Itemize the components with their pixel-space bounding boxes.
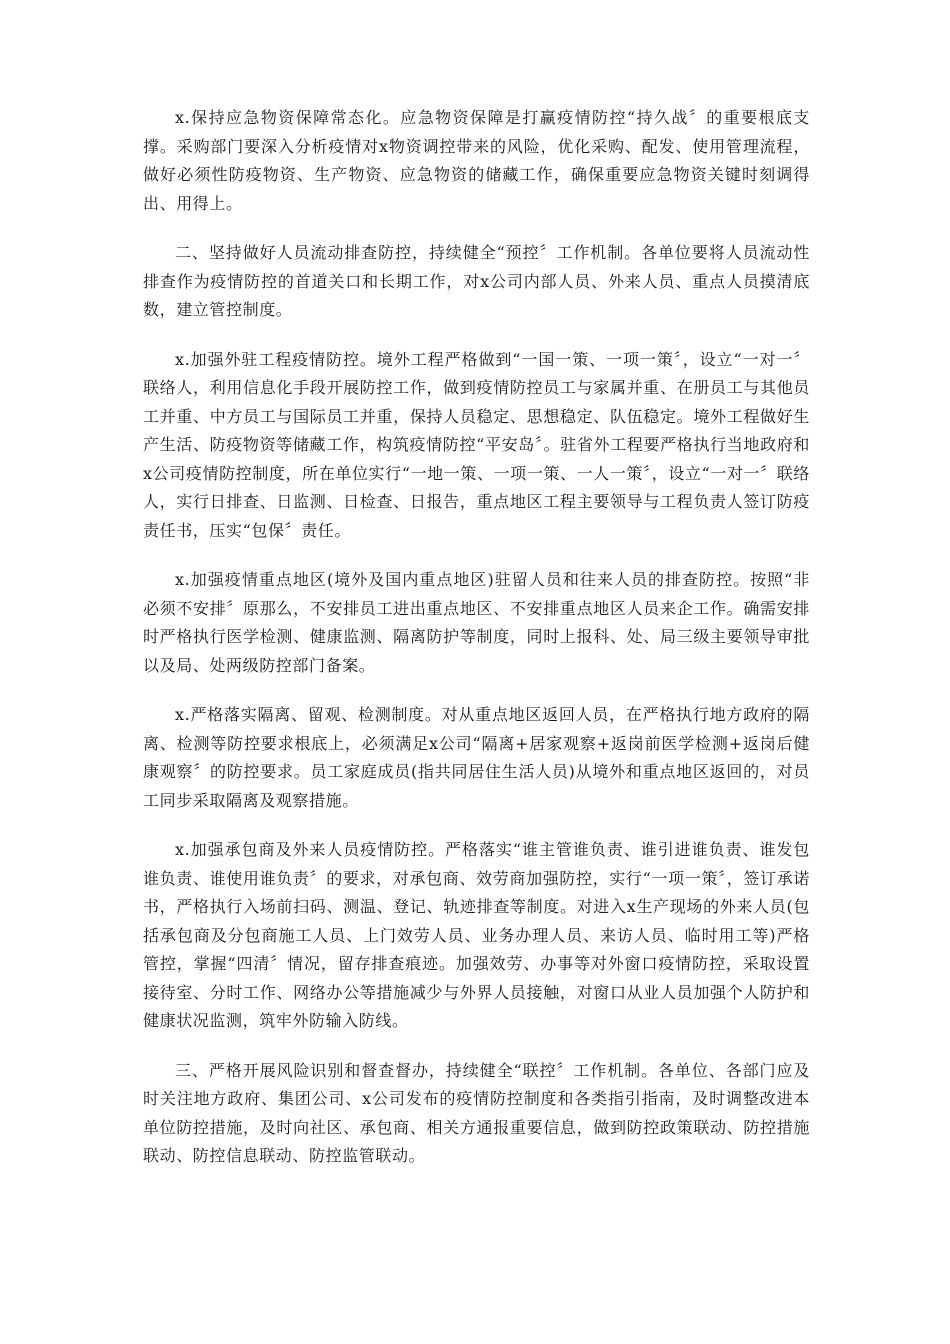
document-body <box>143 104 810 1192</box>
paragraph-section-two-heading: 二、坚持做好人员流动排查防控，持续健全“预控〞工作机制。各单位要将人员流动性排查作为疫情防控的首道关口和长期工作，对x公司内部人员、外来人员、重点人员摸清底数，建立管控制度。 <box>143 243 810 319</box>
paragraph-quarantine: x.严格落实隔离、留观、检测制度。对从重点地区返回人员，在严格执行地方政府的隔离、检测等防控要求根底上，必须满足x公司“隔离+居家观察+返岗前医学检测+返岗后健康观察〞的防控要求。员工家庭成员(指共同居住生活人员)从境外和重点地区返回的，对员工同步采取隔离及观察措施。 <box>143 705 810 810</box>
paragraph-overseas-projects: x.加强外驻工程疫情防控。境外工程严格做到“一国一策、一项一策〞，设立“一对一〞联络人，利用信息化手段开展防控工作，做到疫情防控员工与家属并重、在册员工与其他员工并重、中方员工与国际员工并重，保持人员稳定、思想稳定、队伍稳定。境外工程做好生产生活、防疫物资等储藏工作，构筑疫情防控“平安岛〞。驻省外工程要严格执行当地政府和x公司疫情防控制度，所在单位实行“一地一策、一项一策、一人一策〞，设立“一对一〞联络人，实行日排查、日监测、日检查、日报告，重点地区工程主要领导与工程负责人签订防疫责任书，压实“包保〞责任。 <box>143 349 810 540</box>
paragraph-emergency-supplies: x.保持应急物资保障常态化。应急物资保障是打赢疫情防控“持久战〞的重要根底支撑。采购部门要深入分析疫情对x物资调控带来的风险，优化采购、配发、使用管理流程，做好必须性防疫物资、生产物资、应急物资的储藏工作，确保重要应急物资关键时刻调得出、用得上。 <box>143 108 810 213</box>
paragraph-key-regions: x.加强疫情重点地区(境外及国内重点地区)驻留人员和往来人员的排查防控。按照“非必须不安排〞原那么，不安排员工进出重点地区、不安排重点地区人员来企工作。确需安排时严格执行医学检测、健康监测、隔离防护等制度，同时上报科、处、局三级主要领导审批以及局、处两级防控部门备案。 <box>143 570 810 675</box>
paragraph-section-three-heading: 三、严格开展风险识别和督查督办，持续健全“联控〞工作机制。各单位、各部门应及时关注地方政府、集团公司、x公司发布的疫情防控制度和各类指引指南，及时调整改进本单位防控措施，及时向社区、承包商、相关方通报重要信息，做到防控政策联动、防控措施联动、防控信息联动、防控监管联动。 <box>143 1060 810 1165</box>
paragraph-contractors: x.加强承包商及外来人员疫情防控。严格落实“谁主管谁负责、谁引进谁负责、谁发包谁负责、谁使用谁负责〞的要求，对承包商、效劳商加强防控，实行“一项一策〞，签订承诺书，严格执行入场前扫码、测温、登记、轨迹排查等制度。对进入x生产现场的外来人员(包括承包商及分包商施工人员、上门效劳人员、业务办理人员、来访人员、临时用工等)严格管控，掌握“四清〞情况，留存排查痕迹。加强效劳、办事等对外窗口疫情防控，采取设置接待室、分时工作、网络办公等措施减少与外界人员接触，对窗口从业人员加强个人防护和健康状况监测，筑牢外防输入防线。 <box>143 840 810 1030</box>
